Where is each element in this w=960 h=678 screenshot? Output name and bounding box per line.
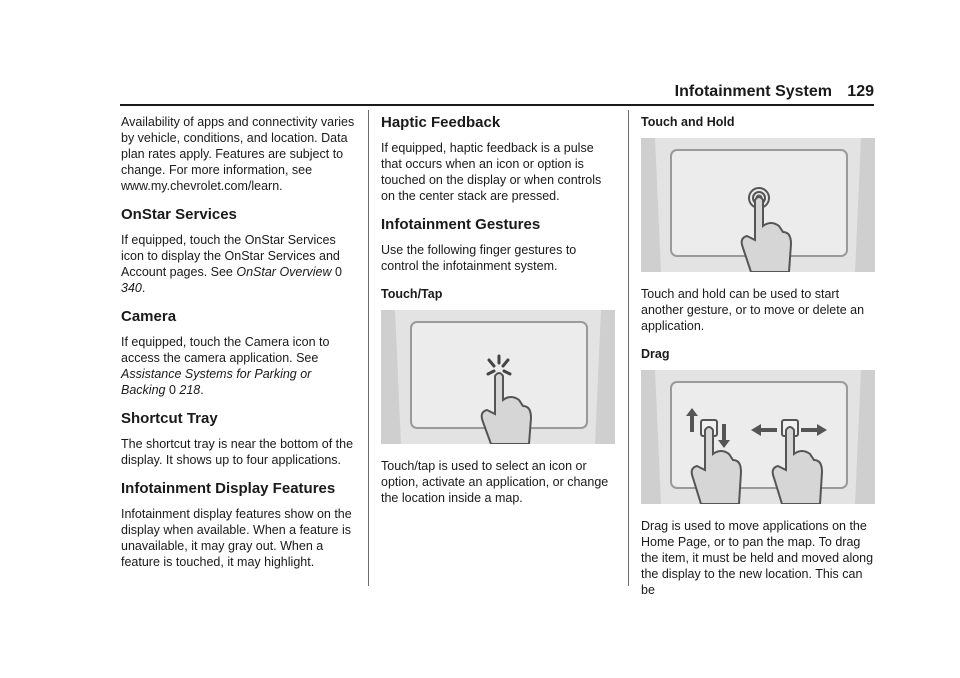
shortcut-tray-paragraph: The shortcut tray is near the bottom of the display. It shows up to four applications.: [121, 437, 354, 467]
hold-paragraph: Touch and hold can be used to start another gesture, or to move or delete an application.: [641, 287, 865, 333]
drag-heading: Drag: [641, 347, 670, 361]
column-3: [641, 114, 877, 610]
touch-hold-illustration: [641, 138, 875, 272]
page-ref-symbol: 0: [168, 383, 176, 397]
parking-assist-link[interactable]: Assistance Systems for Parking or Backing: [121, 367, 312, 397]
column-divider: [628, 110, 629, 586]
intro-paragraph: Availability of apps and connectivity varies by vehicle, conditions, and location. Data plan rates apply. Features are subject to change. For more information, see www.my.chevrolet.com/learn.: [121, 115, 355, 193]
column-1: [121, 114, 357, 582]
page-header: [0, 83, 960, 105]
onstar-heading: OnStar Services: [121, 206, 237, 223]
gestures-paragraph: Use the following finger gestures to control the infotainment system.: [381, 243, 577, 273]
page-ref-symbol: 0: [335, 265, 342, 279]
tap-paragraph: Touch/tap is used to select an icon or option, activate an application, or change the location inside a map.: [381, 459, 609, 505]
drag-illustration: [641, 370, 875, 504]
hold-heading: Touch and Hold: [641, 115, 735, 129]
display-features-paragraph: Infotainment display features show on the display when available. When a feature is unavailable, it may gray out. When a feature is touched, it may highlight.: [121, 507, 352, 569]
haptic-heading: Haptic Feedback: [381, 114, 501, 131]
camera-paragraph: If equipped, touch the Camera icon to access the camera application. See Assistance Systems for Parking or Backing 0 218.: [121, 335, 330, 397]
drag-paragraph: Drag is used to move applications on the Home Page, or to pan the map. To drag the item, it must be held and moved along the display to the new location. This can be: [641, 519, 874, 597]
header-title: Infotainment System: [674, 83, 832, 100]
camera-heading: Camera: [121, 308, 177, 325]
column-divider: [368, 110, 369, 586]
shortcut-tray-heading: Shortcut Tray: [121, 410, 218, 427]
onstar-page-ref[interactable]: 340: [121, 281, 142, 295]
onstar-paragraph: If equipped, touch the OnStar Services icon to display the OnStar Services and Account pages. See OnStar Overview 0 340.: [121, 233, 342, 295]
tap-heading: Touch/Tap: [381, 287, 443, 301]
touch-tap-illustration: [381, 310, 615, 444]
header-rule: [120, 104, 874, 106]
onstar-overview-link[interactable]: OnStar Overview: [236, 265, 332, 279]
display-features-heading: Infotainment Display Features: [121, 480, 336, 497]
haptic-paragraph: If equipped, haptic feedback is a pulse that occurs when an icon or option is touched on the display or when controls on the center stack are pressed.: [381, 141, 602, 203]
gestures-heading: Infotainment Gestures: [381, 216, 541, 233]
camera-page-ref[interactable]: 218: [179, 383, 201, 397]
column-2: [381, 114, 617, 518]
page-number: 129: [847, 83, 874, 100]
